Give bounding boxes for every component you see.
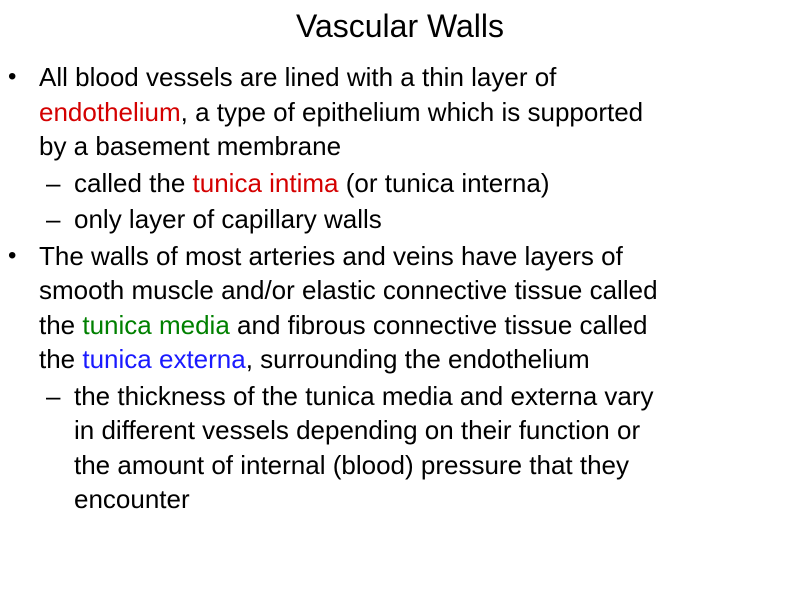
bullet-line (39, 129, 800, 164)
subbullet-text: called the (74, 167, 193, 198)
bullet-text: The walls of most arteries and veins have layers of (39, 240, 623, 271)
bullet-walls (0, 239, 800, 377)
bullet-marker: • (8, 241, 17, 269)
bullet-text: and fibrous connective tissue called (229, 309, 648, 340)
subbullet-text: only layer of capillary walls (74, 204, 382, 234)
term-tunica-externa: tunica externa (82, 344, 246, 374)
subbullet-line (74, 448, 800, 483)
subbullet-text: the amount of internal (blood) pressure that they (74, 449, 629, 480)
subbullet-marker: – (46, 204, 61, 234)
subbullet-line (74, 482, 800, 517)
bullet-line (39, 239, 800, 274)
bullet-line (39, 95, 800, 130)
bullet-line (39, 273, 800, 308)
bullet-endothelium (0, 60, 800, 164)
subbullet-text: encounter (74, 484, 190, 514)
term-tunica-intima: tunica intima (192, 167, 339, 198)
subbullet-line (74, 202, 800, 237)
bullet-text: , surrounding the endothelium (245, 344, 590, 374)
slide-title: Vascular Walls (295, 8, 505, 44)
subbullet-thickness (0, 379, 800, 517)
bullet-text: the (39, 344, 83, 374)
subbullet-line (74, 379, 800, 414)
subbullet-text: the thickness of the tunica media and externa vary (74, 380, 654, 411)
bullet-text: smooth muscle and/or elastic connective tissue called (39, 275, 658, 305)
bullet-text: All blood vessels are lined with a thin layer of (39, 62, 557, 92)
bullet-line (39, 342, 800, 377)
bullet-text: , a type of epithelium which is supported (180, 96, 644, 127)
subbullet-text: in different vessels depending on their function or (74, 415, 641, 445)
bullet-text: by a basement membrane (39, 131, 342, 161)
subbullet-tunica-intima (0, 166, 800, 201)
subbullet-line (74, 413, 800, 448)
slide-content (0, 60, 800, 517)
term-endothelium: endothelium (39, 96, 181, 127)
bullet-marker: • (8, 63, 17, 90)
subbullet-capillary (0, 202, 800, 237)
term-tunica-media: tunica media (82, 309, 230, 340)
subbullet-text: (or tunica interna) (338, 167, 550, 198)
subbullet-marker: – (46, 380, 61, 411)
subbullet-marker: – (46, 167, 61, 198)
bullet-text: the (39, 309, 83, 340)
bullet-line (39, 60, 800, 95)
bullet-line (39, 308, 800, 343)
subbullet-line (74, 166, 800, 201)
